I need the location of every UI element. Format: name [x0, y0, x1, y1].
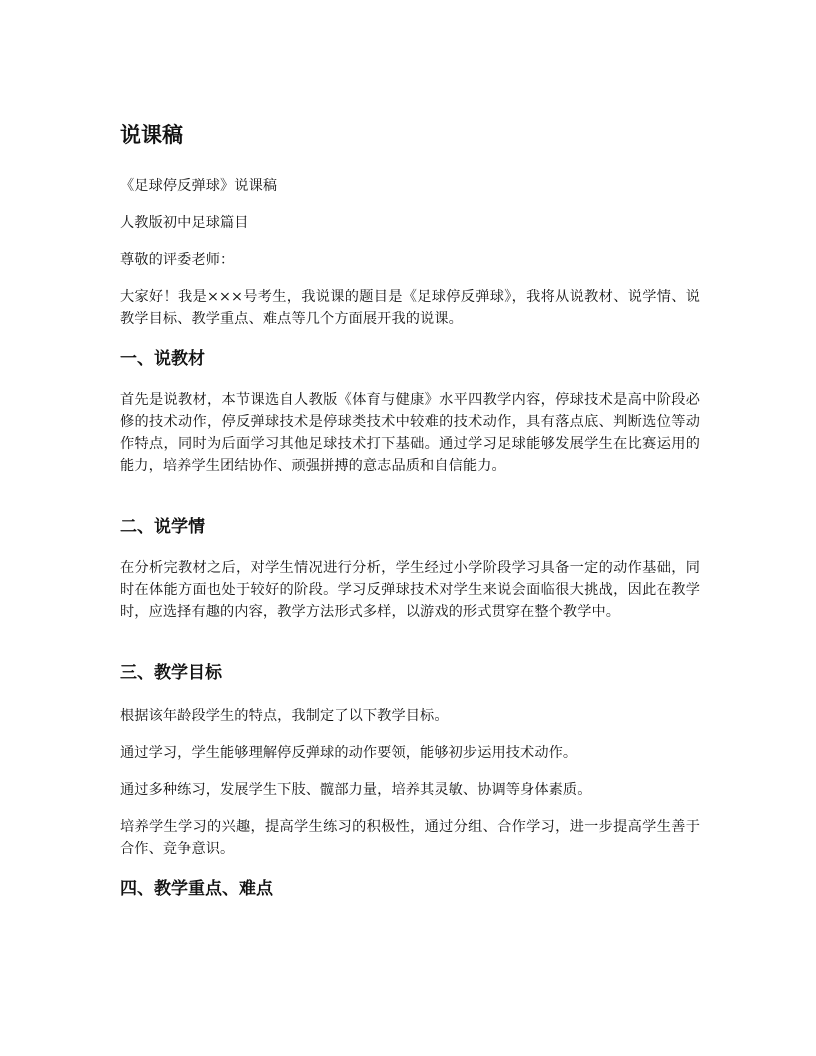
intro-textbook: 人教版初中足球篇目 [120, 215, 249, 231]
intro-salutation: 尊敬的评委老师： [120, 252, 235, 268]
intro-course-title: 《足球停反弹球》说课稿 [120, 178, 278, 194]
intro-greeting: 大家好！我是×××号考生，我说课的题目是《足球停反弹球》，我将从说教材、说学情、说教学目标、教学重点、难点等几个方面展开我的说课。 [120, 289, 700, 327]
section-heading-students: 二、说学情 [120, 517, 205, 537]
section-textbook-paragraph: 首先是说教材，本节课选自人教版《体育与健康》水平四教学内容，停球技术是高中阶段必修的技术动作，停反弹球技术是停球类技术中较难的技术动作，具有落点底、判断选位等动作特点，同时为后面学习其他足球技术打下基础。通过学习足球能够发展学生在比赛运用的能力，培养学生团结协作、顽强拼搏的意志品质和自信能力。 [120, 392, 700, 474]
objectives-paragraph-fitness: 通过多种练习，发展学生下肢、髋部力量，培养其灵敏、协调等身体素质。 [120, 782, 592, 798]
objectives-paragraph-intro: 根据该年龄段学生的特点，我制定了以下教学目标。 [120, 708, 449, 724]
section-heading-objectives: 三、教学目标 [120, 663, 222, 683]
section-students-paragraph: 在分析完教材之后，对学生情况进行分析，学生经过小学阶段学习具备一定的动作基础，同时在体能方面也处于较好的阶段。学习反弹球技术对学生来说会面临很大挑战，因此在教学时，应选择有趣的内容，教学方法形式多样，以游戏的形式贯穿在整个教学中。 [120, 560, 700, 620]
document-title: 说课稿 [120, 123, 183, 147]
section-heading-key-points: 四、教学重点、难点 [120, 879, 273, 899]
section-heading-textbook: 一、说教材 [120, 349, 205, 369]
objectives-paragraph-knowledge: 通过学习，学生能够理解停反弹球的动作要领，能够初步运用技术动作。 [120, 745, 578, 761]
objectives-paragraph-attitude: 培养学生学习的兴趣，提高学生练习的积极性，通过分组、合作学习，进一步提高学生善于合作、竞争意识。 [120, 819, 700, 857]
